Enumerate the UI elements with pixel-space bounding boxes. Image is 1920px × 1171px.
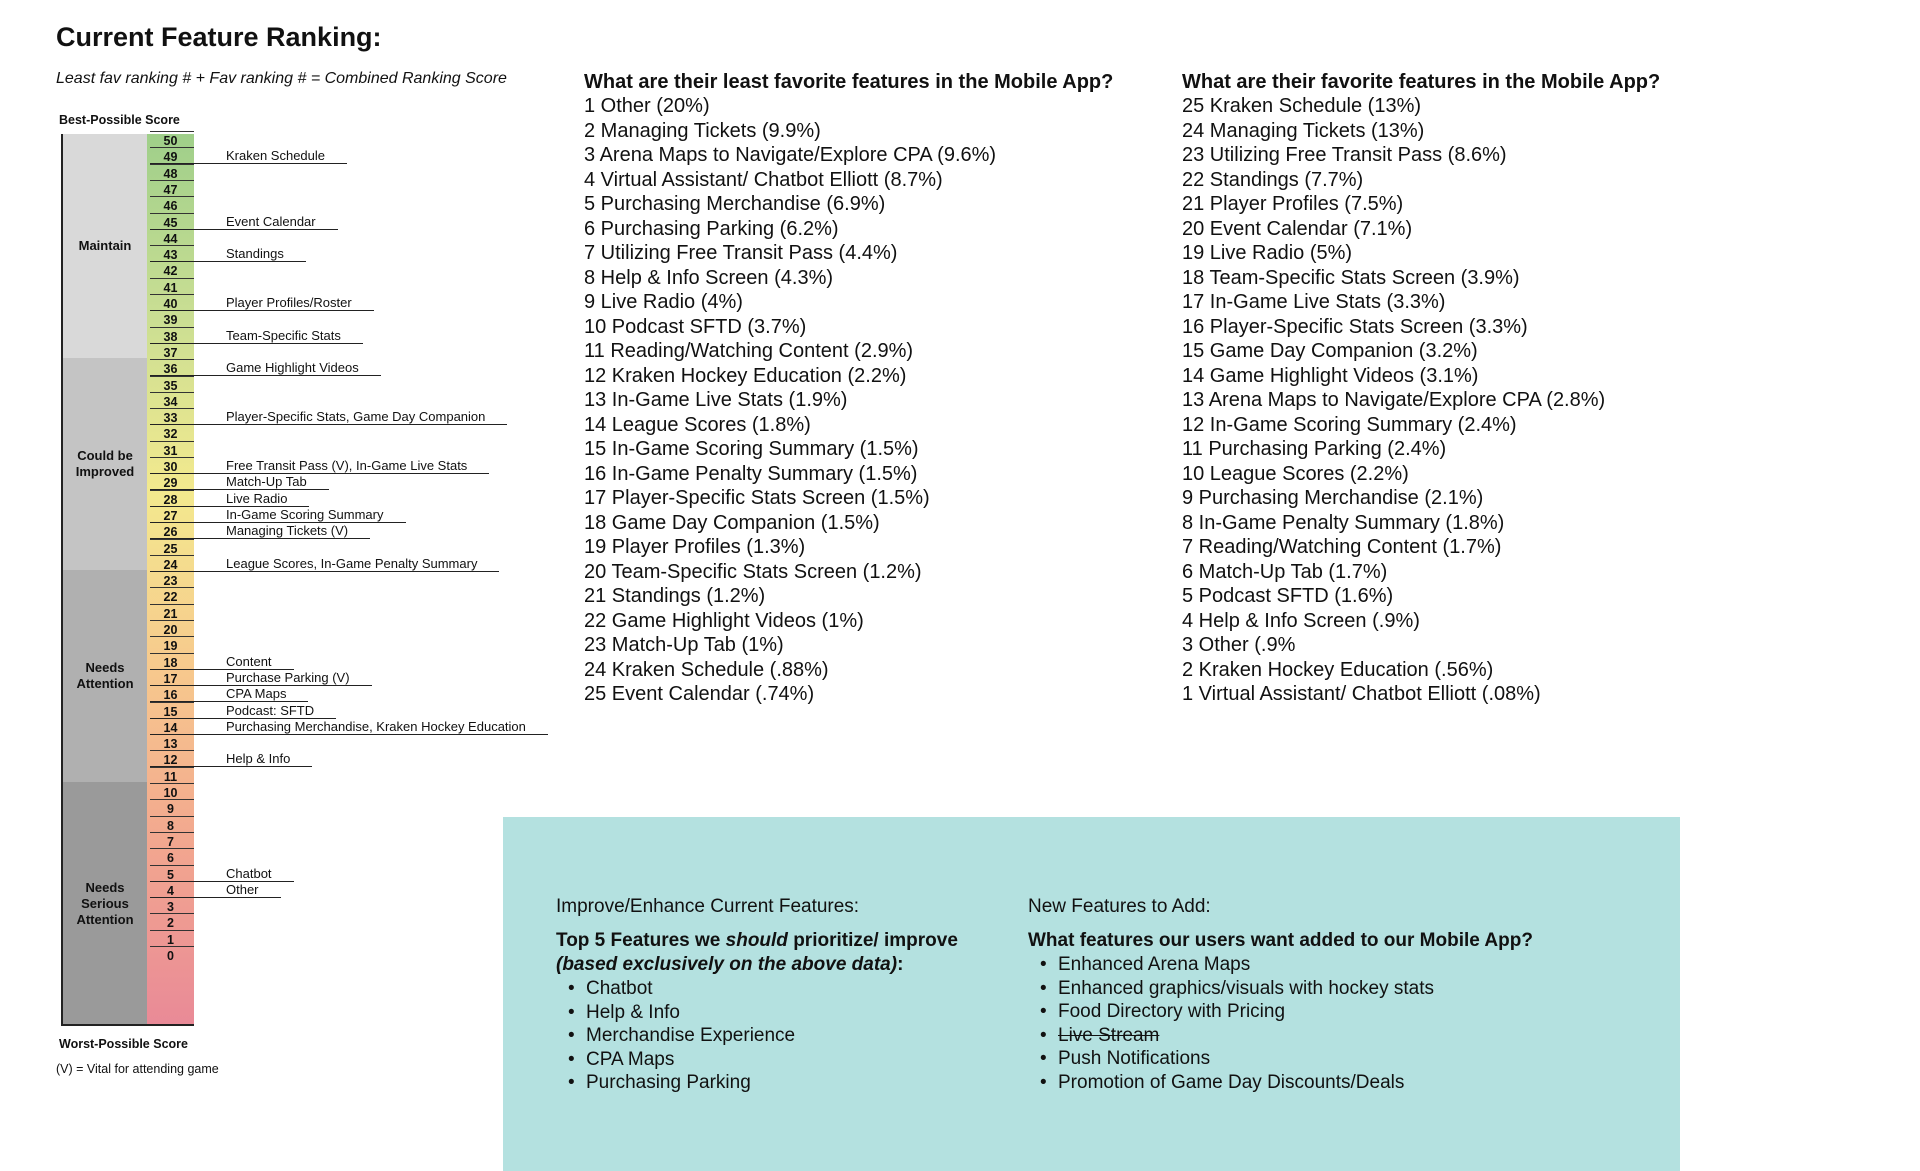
- least-favorite-item: 2 Managing Tickets (9.9%): [584, 119, 821, 142]
- new-features-subheading: What features our users want added to our Mobile App?: [1028, 930, 1533, 951]
- least-favorite-heading: What are their least favorite features in the Mobile App?: [584, 71, 1114, 93]
- improve-subheading: Top 5 Features we should prioritize/ improve (based exclusively on the above data):: [556, 930, 958, 975]
- least-favorite-item: 11 Reading/Watching Content (2.9%): [584, 340, 914, 362]
- favorite-item: 17 In-Game Live Stats (3.3%): [1182, 291, 1446, 313]
- favorite-item: 15 Game Day Companion (3.2%): [1182, 340, 1478, 362]
- favorite-item: 3 Other (.9%: [1182, 634, 1296, 656]
- score-39: 39: [163, 313, 178, 328]
- recommendations-panel: [503, 817, 1680, 1171]
- score-30: 30: [163, 460, 178, 474]
- improve-item: • Help & Info: [556, 1001, 958, 1025]
- least-favorite-item: 6 Purchasing Parking (6.2%): [584, 217, 839, 240]
- score-tick: [150, 946, 194, 947]
- zone-needs-attention: Needs Attention: [61, 570, 147, 782]
- favorite-item: 22 Standings (7.7%): [1182, 168, 1364, 191]
- improve-list: [556, 977, 958, 1095]
- favorite-item: 25 Kraken Schedule (13%): [1182, 95, 1422, 117]
- best-score-label: Best-Possible Score: [59, 113, 180, 127]
- score-24: 24: [163, 557, 178, 572]
- favorite-item: 8 In-Game Penalty Summary (1.8%): [1182, 511, 1505, 534]
- least-favorite-item: 3 Arena Maps to Navigate/Explore CPA (9.6%): [584, 144, 997, 166]
- score-37: 37: [163, 345, 178, 360]
- least-favorite-item: 19 Player Profiles (1.3%): [584, 536, 806, 558]
- scale-bottom-edge: [61, 1024, 194, 1026]
- favorite-item: 21 Player Profiles (7.5%): [1182, 193, 1404, 215]
- worst-score-label: Worst-Possible Score: [59, 1037, 188, 1051]
- score-8: 8: [167, 818, 174, 833]
- new-feature-item: • Food Directory with Pricing: [1028, 1000, 1533, 1024]
- score-26: 26: [163, 525, 178, 540]
- new-feature-item: • Enhanced Arena Maps: [1028, 953, 1533, 977]
- score-48: 48: [163, 166, 178, 181]
- score-2: 2: [167, 916, 174, 931]
- score-28: 28: [163, 492, 178, 507]
- score-36: 36: [163, 362, 178, 377]
- score-22: 22: [163, 590, 178, 605]
- feature-score-label: Team-Specific Stats: [150, 328, 363, 344]
- feature-score-label: In-Game Scoring Summary: [150, 507, 406, 523]
- score-7: 7: [167, 834, 174, 849]
- least-favorite-item: 12 Kraken Hockey Education (2.2%): [584, 364, 907, 387]
- improve-features-section: [556, 894, 958, 1095]
- feature-score-label: Other: [150, 882, 281, 898]
- feature-score-label: Help & Info: [150, 751, 312, 767]
- least-favorite-item: 8 Help & Info Screen (4.3%): [584, 266, 834, 289]
- least-favorite-item: 24 Kraken Schedule (.88%): [584, 658, 829, 681]
- improve-item: • Purchasing Parking: [556, 1071, 958, 1095]
- least-favorite-item: 18 Game Day Companion (1.5%): [584, 511, 880, 534]
- least-favorite-column: [584, 70, 1113, 707]
- feature-score-label: Event Calendar: [150, 214, 338, 230]
- score-31: 31: [163, 443, 178, 458]
- new-features-heading: New Features to Add:: [1028, 896, 1211, 917]
- favorite-list: [1182, 94, 1660, 707]
- feature-score-label: League Scores, In-Game Penalty Summary: [150, 556, 499, 572]
- vital-legend: (V) = Vital for attending game: [56, 1062, 219, 1076]
- ranking-formula: Least fav ranking # + Fav ranking # = Combined Ranking Score: [56, 70, 507, 87]
- least-favorite-item: 15 In-Game Scoring Summary (1.5%): [584, 438, 919, 460]
- least-favorite-item: 21 Standings (1.2%): [584, 585, 766, 607]
- score-19: 19: [163, 639, 178, 654]
- new-features-section: [1028, 894, 1533, 1094]
- score-tick: [150, 180, 194, 181]
- score-9: 9: [167, 802, 174, 817]
- score-tick: [150, 587, 194, 588]
- favorite-item: 4 Help & Info Screen (.9%): [1182, 609, 1420, 632]
- score-27: 27: [163, 508, 178, 523]
- score-43: 43: [163, 248, 178, 263]
- score-0: 0: [167, 949, 174, 963]
- feature-score-label: Purchase Parking (V): [150, 670, 372, 686]
- score-47: 47: [163, 182, 178, 197]
- new-feature-item: • Enhanced graphics/visuals with hockey stats: [1028, 977, 1533, 1001]
- favorite-item: 23 Utilizing Free Transit Pass (8.6%): [1182, 144, 1507, 166]
- score-tick: [150, 832, 194, 833]
- score-11: 11: [163, 769, 178, 784]
- new-feature-item: • Push Notifications: [1028, 1047, 1533, 1071]
- new-feature-item: • Live Stream: [1028, 1024, 1533, 1048]
- improve-item: • Chatbot: [556, 977, 958, 1001]
- feature-score-label: Standings: [150, 246, 306, 262]
- score-15: 15: [163, 704, 178, 719]
- least-favorite-item: 17 Player-Specific Stats Screen (1.5%): [584, 487, 930, 509]
- zone-could-be-improved: Could be Improved: [61, 358, 147, 570]
- favorite-item: 9 Purchasing Merchandise (2.1%): [1182, 487, 1484, 509]
- least-favorite-item: 13 In-Game Live Stats (1.9%): [584, 389, 848, 411]
- favorite-item: 18 Team-Specific Stats Screen (3.9%): [1182, 266, 1520, 289]
- score-34: 34: [163, 394, 178, 409]
- score-tick: [150, 930, 194, 931]
- score-tick: [150, 620, 194, 621]
- improve-item: • CPA Maps: [556, 1048, 958, 1072]
- score-33: 33: [163, 411, 178, 426]
- score-tick: [150, 783, 194, 784]
- score-18: 18: [163, 655, 178, 670]
- favorite-item: 1 Virtual Assistant/ Chatbot Elliott (.08%): [1182, 683, 1541, 705]
- least-favorite-item: 10 Podcast SFTD (3.7%): [584, 315, 807, 338]
- feature-score-label: CPA Maps: [150, 686, 308, 702]
- score-17: 17: [163, 671, 178, 686]
- favorite-item: 19 Live Radio (5%): [1182, 242, 1353, 264]
- score-50: 50: [163, 134, 178, 148]
- score-49: 49: [163, 150, 178, 165]
- score-tick: [150, 816, 194, 817]
- favorite-item: 24 Managing Tickets (13%): [1182, 119, 1425, 142]
- least-favorite-item: 5 Purchasing Merchandise (6.9%): [584, 193, 886, 215]
- favorite-item: 20 Event Calendar (7.1%): [1182, 217, 1413, 240]
- score-12: 12: [163, 753, 178, 768]
- feature-score-label: Content: [150, 654, 294, 670]
- score-tick: [150, 636, 194, 637]
- least-favorite-item: 4 Virtual Assistant/ Chatbot Elliott (8.7%): [584, 168, 943, 191]
- page-title: Current Feature Ranking:: [56, 22, 382, 52]
- feature-score-label: Podcast: SFTD: [150, 703, 336, 719]
- score-tick: [150, 441, 194, 442]
- favorite-item: 16 Player-Specific Stats Screen (3.3%): [1182, 315, 1528, 338]
- favorite-item: 7 Reading/Watching Content (1.7%): [1182, 536, 1502, 558]
- zone-maintain: Maintain: [61, 134, 147, 358]
- score-14: 14: [163, 720, 178, 735]
- least-favorite-list: [584, 94, 1113, 707]
- favorite-item: 12 In-Game Scoring Summary (2.4%): [1182, 413, 1517, 436]
- score-tick: [150, 278, 194, 279]
- score-40: 40: [163, 297, 178, 311]
- feature-score-label: Player-Specific Stats, Game Day Companion: [150, 409, 507, 425]
- score-tick: [150, 392, 194, 393]
- favorite-heading: What are their favorite features in the Mobile App?: [1182, 71, 1661, 93]
- score-tick: [150, 848, 194, 849]
- feature-score-label: Free Transit Pass (V), In-Game Live Stats: [150, 458, 489, 474]
- feature-score-label: Chatbot: [150, 866, 294, 882]
- least-favorite-item: 22 Game Highlight Videos (1%): [584, 609, 864, 632]
- score-21: 21: [163, 606, 178, 621]
- least-favorite-item: 7 Utilizing Free Transit Pass (4.4%): [584, 242, 898, 264]
- score-16: 16: [163, 688, 178, 703]
- favorite-item: 6 Match-Up Tab (1.7%): [1182, 560, 1388, 583]
- score-35: 35: [163, 378, 178, 393]
- new-features-list: [1028, 953, 1533, 1094]
- improve-heading: Improve/Enhance Current Features:: [556, 896, 860, 917]
- favorite-item: 10 League Scores (2.2%): [1182, 462, 1409, 485]
- zone-needs-serious-attention: Needs Serious Attention: [61, 782, 147, 1025]
- least-favorite-item: 1 Other (20%): [584, 95, 710, 117]
- favorite-item: 13 Arena Maps to Navigate/Explore CPA (2.8%): [1182, 389, 1606, 411]
- feature-score-label: Purchasing Merchandise, Kraken Hockey Education: [150, 719, 548, 735]
- score-tick: [150, 196, 194, 197]
- least-favorite-item: 16 In-Game Penalty Summary (1.5%): [584, 462, 918, 485]
- score-32: 32: [163, 427, 178, 442]
- score-tick: [150, 799, 194, 800]
- score-tick: [150, 131, 194, 132]
- score-3: 3: [167, 900, 174, 915]
- score-13: 13: [163, 737, 178, 752]
- feature-score-label: Match-Up Tab: [150, 474, 329, 490]
- score-tick: [150, 604, 194, 605]
- score-41: 41: [163, 280, 178, 295]
- least-favorite-item: 25 Event Calendar (.74%): [584, 683, 815, 705]
- favorite-item: 14 Game Highlight Videos (3.1%): [1182, 364, 1479, 387]
- least-favorite-item: 20 Team-Specific Stats Screen (1.2%): [584, 560, 922, 583]
- favorite-item: 11 Purchasing Parking (2.4%): [1182, 438, 1447, 460]
- feature-score-label: Player Profiles/Roster: [150, 295, 374, 311]
- feature-score-label: Managing Tickets (V): [150, 523, 370, 539]
- least-favorite-item: 14 League Scores (1.8%): [584, 413, 811, 436]
- score-23: 23: [163, 574, 178, 589]
- score-20: 20: [163, 623, 178, 637]
- improve-item: • Merchandise Experience: [556, 1024, 958, 1048]
- favorite-item: 5 Podcast SFTD (1.6%): [1182, 585, 1394, 607]
- score-25: 25: [163, 541, 178, 556]
- score-1: 1: [167, 932, 174, 947]
- score-6: 6: [167, 851, 174, 866]
- feature-score-label: Game Highlight Videos: [150, 360, 381, 376]
- score-46: 46: [163, 199, 178, 214]
- favorite-column: [1182, 70, 1660, 707]
- score-42: 42: [163, 264, 178, 279]
- feature-score-label: Kraken Schedule: [150, 148, 347, 164]
- score-tick: [150, 913, 194, 914]
- score-5: 5: [167, 867, 174, 882]
- score-10: 10: [163, 786, 178, 800]
- score-44: 44: [163, 231, 178, 246]
- score-45: 45: [163, 215, 178, 230]
- least-favorite-item: 9 Live Radio (4%): [584, 291, 743, 313]
- new-feature-item: • Promotion of Game Day Discounts/Deals: [1028, 1071, 1533, 1095]
- feature-score-label: Live Radio: [150, 491, 309, 507]
- score-4: 4: [167, 883, 174, 898]
- least-favorite-item: 23 Match-Up Tab (1%): [584, 634, 784, 656]
- score-29: 29: [163, 476, 178, 491]
- score-38: 38: [163, 329, 178, 344]
- favorite-item: 2 Kraken Hockey Education (.56%): [1182, 658, 1494, 681]
